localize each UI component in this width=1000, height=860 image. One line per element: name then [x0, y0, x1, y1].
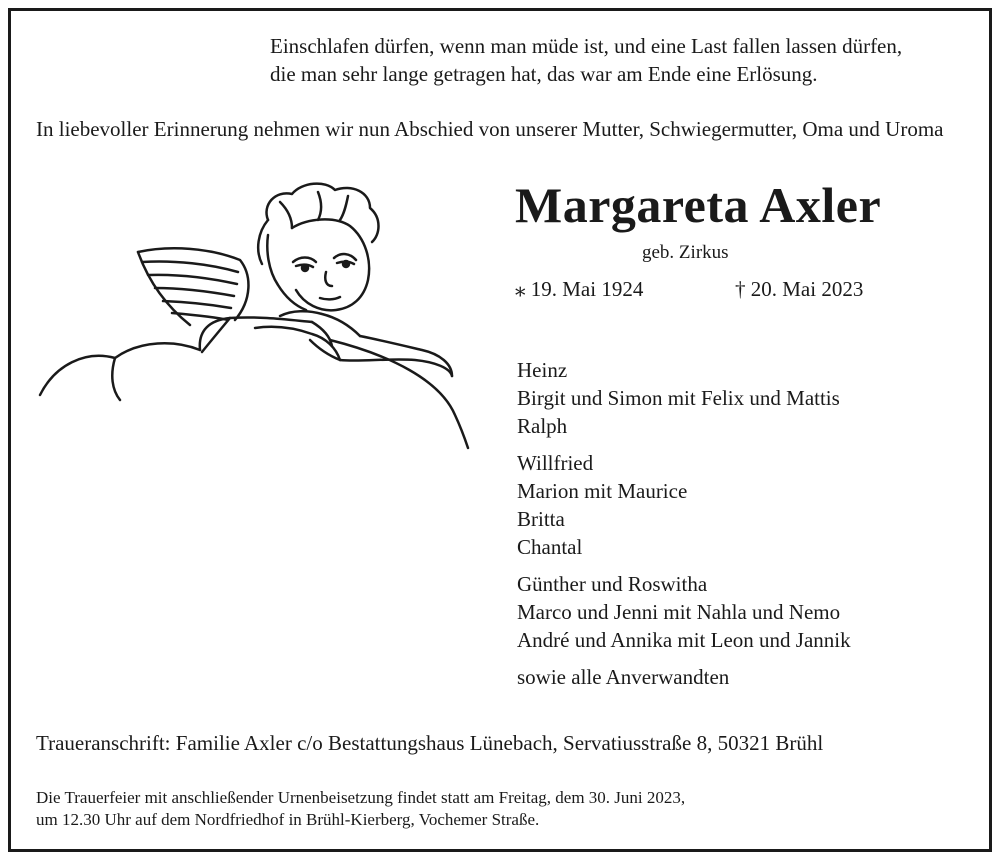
- opening-quote: [270, 32, 902, 88]
- mourner-group: [517, 356, 851, 440]
- mourner-line: Marion mit Maurice: [517, 479, 688, 503]
- service-info: [36, 787, 685, 831]
- mourner-group: [517, 570, 851, 654]
- quote-line: die man sehr lange getragen hat, das war am Ende eine Erlösung.: [270, 62, 818, 86]
- quote-line: Einschlafen dürfen, wenn man müde ist, und eine Last fallen lassen dürfen,: [270, 34, 903, 58]
- mourner-line: Chantal: [517, 535, 583, 559]
- death-date: † 20. Mai 2023: [735, 277, 864, 301]
- mourner-line: Heinz: [517, 358, 568, 382]
- mourner-line: Ralph: [517, 414, 568, 438]
- mourner-line: Britta: [517, 507, 565, 531]
- angel-illustration: [30, 180, 480, 455]
- mourner-line: Marco und Jenni mit Nahla und Nemo: [517, 600, 841, 624]
- mourner-line: Willfried: [517, 451, 594, 475]
- service-line: um 12.30 Uhr auf dem Nordfriedhof in Brühl-Kierberg, Vochemer Straße.: [36, 810, 540, 829]
- service-line: Die Trauerfeier mit anschließender Urnenbeisetzung findet statt am Freitag, dem 30. Juni 2023,: [36, 788, 686, 807]
- mourner-line: André und Annika mit Leon und Jannik: [517, 628, 851, 652]
- deceased-name: Margareta Axler: [515, 177, 882, 233]
- mourner-line: Günther und Roswitha: [517, 572, 708, 596]
- intro-text: In liebevoller Erinnerung nehmen wir nun Abschied von unserer Mutter, Schwiegermutter, Oma und Uroma: [36, 117, 944, 141]
- mourning-address: Traueranschrift: Familie Axler c/o Bestattungshaus Lünebach, Servatiusstraße 8, 50321 Brühl: [36, 731, 824, 755]
- mourners-closing: sowie alle Anverwandten: [517, 665, 730, 689]
- mourner-line: Birgit und Simon mit Felix und Mattis: [517, 386, 840, 410]
- mourner-group: [517, 449, 851, 561]
- maiden-name: geb. Zirkus: [642, 242, 729, 263]
- birth-date: ⁎ 19. Mai 1924: [515, 277, 644, 301]
- mourners-list: [517, 356, 851, 691]
